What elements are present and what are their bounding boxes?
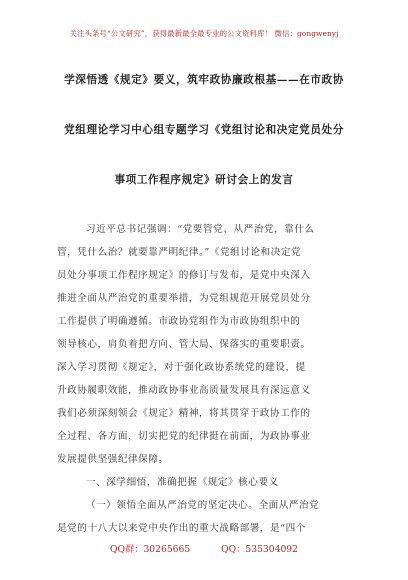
body-line: 员处分事项工作程序规定》的修订与发布，是党中央深入 (57, 270, 311, 281)
title-line-1: 学深悟透《规定》要义，筑牢政协廉政根基——在市政协 (64, 74, 344, 86)
title-line-3: 事项工作程序规定》研讨会上的发言 (114, 174, 294, 186)
body-line: （一）领悟全面从严治党的坚定决心。全面从严治党 (86, 500, 320, 511)
body-line: 管，凭什么治？就要靠严明纪律。”《党组讨论和决定党 (57, 247, 302, 258)
body-line: 深入学习贯彻《规定》，对于强化政协系统党的建设，提 (57, 362, 306, 373)
footer-contact (0, 541, 408, 555)
body-line: 推进全面从严治党的重要举措，为党组规范开展党员处分 (57, 293, 311, 304)
header-note: 关注头条号“公文研究”，获得最新最全最专业的公文资料库！ 微信：gongwenyj (69, 29, 339, 38)
body-line: 全过程、各方面，切实把党的纪律挺在前面，为政协事业 (57, 431, 311, 442)
body-line: 是党的十八大以来党中央作出的重大战略部署，是“四个 (57, 523, 306, 534)
body-line: 升政协履职效能，推动政协事业高质量发展具有深远意义 (57, 385, 311, 396)
body-line: 发展提供坚强纪律保障。 (57, 454, 169, 465)
title-line-2: 党组理论学习中心组专题学习《党组讨论和决定党员处分 (64, 124, 344, 136)
body-line: 领导核心，肩负着把方向、管大局、保落实的重要职责。 (57, 339, 311, 350)
footer-qq-group: QQ群：30265665 (110, 544, 191, 555)
body-line: 习近平总书记强调：“党要管党、从严治党，靠什么 (86, 224, 315, 235)
body-line: 工作提供了明确遵循。市政协党组作为市政协组织中的 (57, 316, 301, 327)
section-heading: 一、深学细悟，准确把握《规定》核心要义 (86, 477, 279, 488)
footer-qq: QQ：535304092 (221, 544, 298, 555)
body-line: 我们必须深刻领会《规定》精神，将其贯穿于政协工作的 (57, 408, 311, 419)
